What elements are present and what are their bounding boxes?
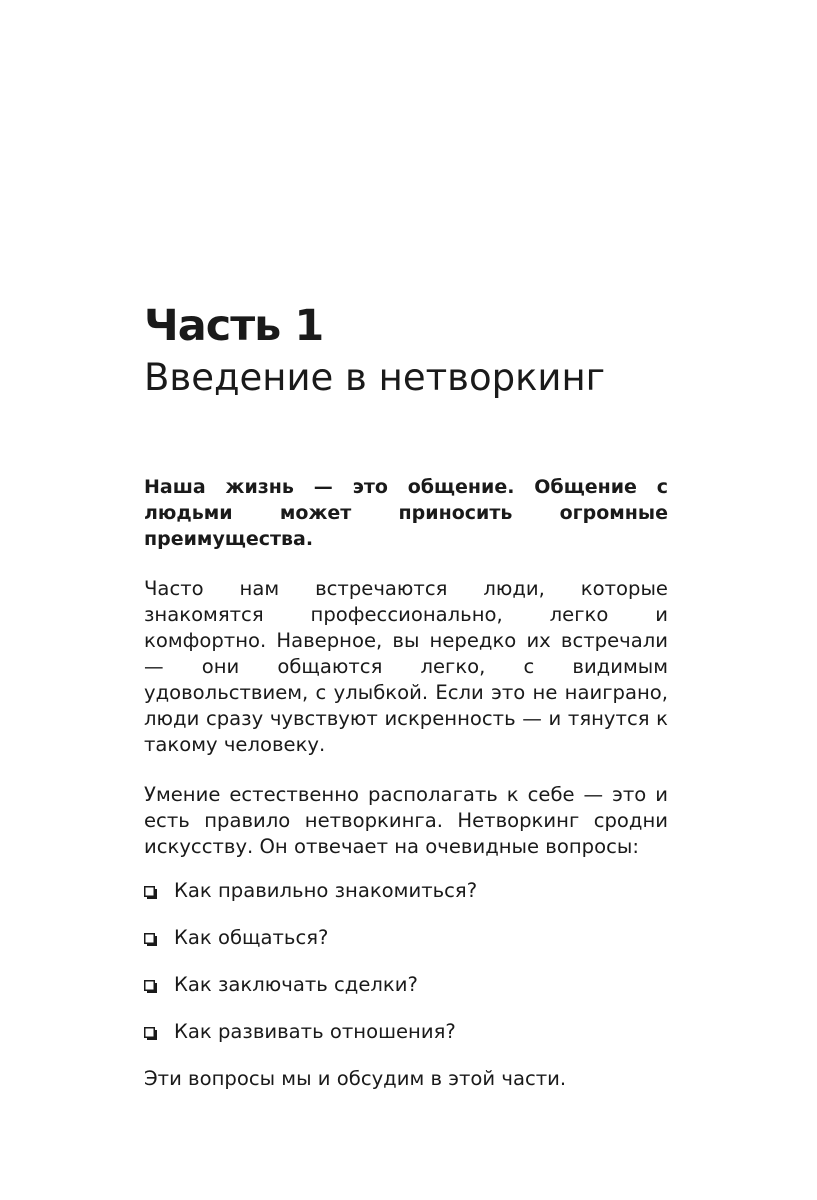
list-item-text: Как общаться? [174, 926, 329, 949]
checkbox-shadow-icon [144, 933, 157, 946]
checkbox-shadow-icon [144, 980, 157, 993]
part-label: Часть 1 [144, 301, 324, 351]
list-item [144, 1019, 668, 1045]
list-item [144, 972, 668, 998]
chapter-content [144, 300, 668, 1092]
list-item-text: Как заключать сделки? [174, 973, 418, 996]
lead-paragraph: Наша жизнь — это общение. Общение с людьми может приносить огромные преимущества. [144, 476, 668, 550]
checkbox-shadow-icon [144, 886, 157, 899]
list-item-text: Как развивать отношения? [174, 1020, 456, 1043]
part-title: Введение в нетворкинг [144, 356, 606, 399]
paragraph-2: Умение естественно располагать к себе — это и есть правило нетворкинга. Нетворкинг сродни искусству. Он отвечает на очевидные вопросы: [144, 783, 668, 858]
list-item [144, 925, 668, 951]
questions-list [144, 878, 668, 1045]
paragraph-1: Часто нам встречаются люди, которые знакомятся профессионально, легко и комфортно. Наверное, вы нередко их встречали — они общаются легко, с видимым удовольствием, с улыбкой. Если это не наиграно, люди сразу чувствуют искренность — и тянутся к такому человеку. [144, 577, 668, 756]
list-item-text: Как правильно знакомиться? [174, 879, 478, 902]
checkbox-shadow-icon [144, 1027, 157, 1040]
closing-paragraph: Эти вопросы мы и обсудим в этой части. [144, 1067, 567, 1090]
list-item [144, 878, 668, 904]
